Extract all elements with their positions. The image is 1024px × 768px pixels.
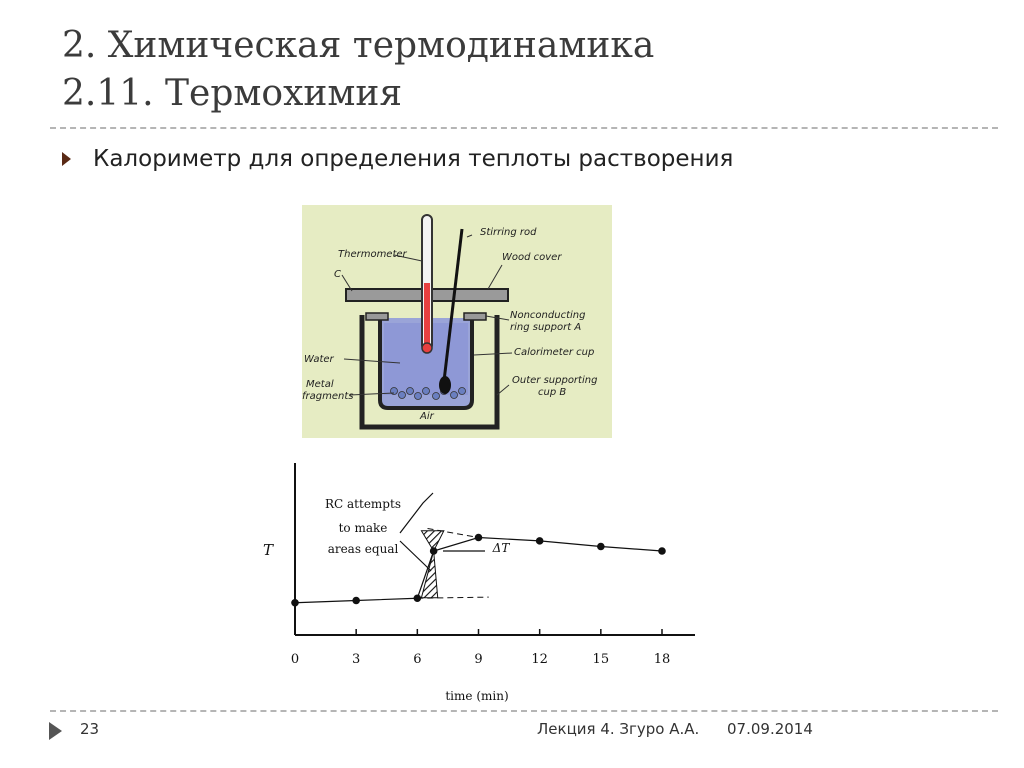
- label-metal-2: fragments: [302, 391, 354, 402]
- y-axis-label: T: [263, 541, 274, 559]
- annotation-rc-line-1: RC attempts: [325, 497, 401, 511]
- annotation-rc-line-3: areas equal: [327, 542, 399, 556]
- x-axis-label: time (min): [445, 689, 509, 703]
- label-nonconducting-2: ring support A: [510, 322, 582, 333]
- data-point: [475, 534, 483, 542]
- footer-divider: [50, 710, 998, 712]
- x-tick-label: 12: [531, 652, 548, 667]
- x-tick-label: 0: [290, 652, 300, 667]
- x-tick-labels: [291, 652, 670, 667]
- title-divider: [50, 127, 998, 129]
- lower-hatched-area: [421, 551, 437, 598]
- title-line-1: 2. Химическая термодинамика: [62, 25, 655, 66]
- ring-support-left: [366, 313, 388, 320]
- x-tick-label: 3: [352, 652, 361, 667]
- ring-support-right: [464, 313, 486, 320]
- data-point: [597, 543, 605, 551]
- label-water: Water: [304, 354, 334, 365]
- label-c: C: [334, 269, 341, 280]
- data-point: [291, 599, 299, 607]
- footer-date: 07.09.2014: [727, 720, 813, 738]
- annotation-delta-t: ΔT: [492, 541, 510, 555]
- data-point: [536, 537, 544, 545]
- label-outer-2: cup B: [538, 387, 567, 398]
- label-calorimeter-cup: Calorimeter cup: [514, 347, 595, 358]
- temperature-time-chart: [255, 455, 705, 710]
- footer-arrow-icon: [49, 722, 62, 740]
- thermometer-mercury: [424, 283, 430, 347]
- label-air: Air: [420, 411, 434, 422]
- data-point: [658, 547, 666, 555]
- annotation-rc-line-2: to make: [338, 521, 388, 535]
- page-number: 23: [80, 720, 100, 738]
- label-wood-cover: Wood cover: [502, 252, 562, 263]
- x-tick-label: 18: [653, 652, 671, 667]
- x-tick-label: 9: [474, 652, 483, 667]
- data-point: [414, 594, 422, 602]
- calorimeter-diagram: [302, 205, 612, 438]
- title-line-2: 2.11. Термохимия: [62, 73, 403, 114]
- label-nonconducting-1: Nonconducting: [510, 310, 586, 321]
- bullet-item: [62, 146, 733, 172]
- label-stirring-rod: Stirring rod: [480, 227, 537, 238]
- data-point: [352, 597, 360, 605]
- label-metal-1: Metal: [306, 379, 334, 390]
- bullet-text: Калориметр для определения теплоты растворения: [93, 146, 734, 172]
- slide-title: [62, 22, 654, 118]
- footer-lecture: Лекция 4. Згуро А.А.: [537, 720, 700, 738]
- label-outer-1: Outer supporting: [512, 375, 598, 386]
- x-tick-label: 6: [413, 652, 422, 667]
- data-point: [430, 547, 438, 555]
- label-thermometer: Thermometer: [338, 249, 407, 260]
- bullet-arrow-icon: [62, 152, 71, 166]
- x-tick-label: 15: [592, 652, 610, 667]
